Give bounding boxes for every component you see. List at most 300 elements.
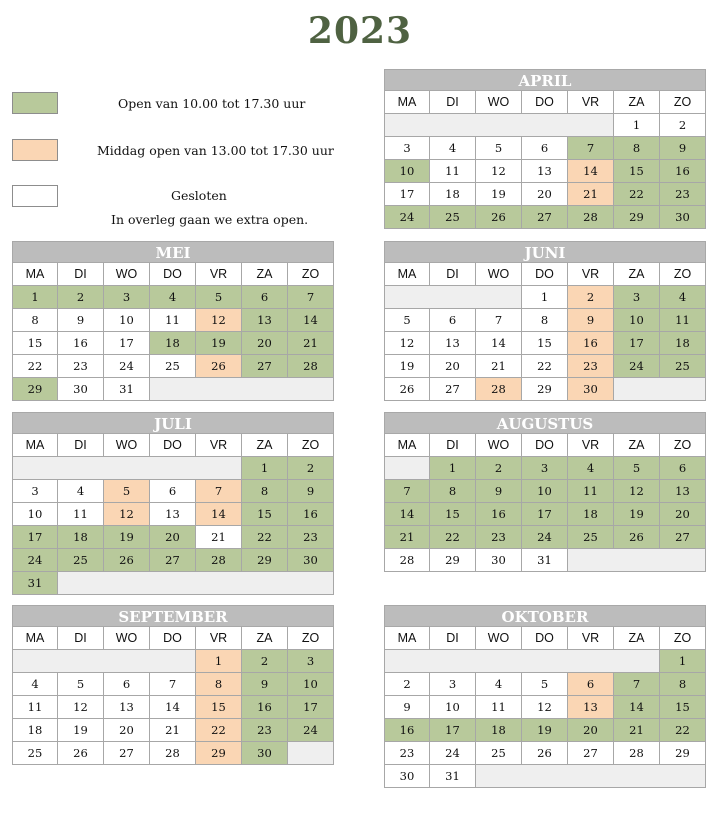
day-cell: 22: [660, 719, 706, 742]
day-cell: 21: [614, 719, 660, 742]
day-cell: 10: [430, 696, 476, 719]
month-title: OKTOBER: [384, 605, 706, 627]
month-grid: [12, 627, 334, 765]
weekday-header: VR: [196, 263, 242, 286]
day-cell: 23: [384, 742, 430, 765]
empty-cell: [568, 549, 614, 572]
day-cell: 20: [150, 526, 196, 549]
day-cell: 21: [476, 355, 522, 378]
weekday-header: ZA: [614, 434, 660, 457]
empty-cell: [384, 650, 430, 673]
weekday-header: ZA: [242, 627, 288, 650]
weekday-header: DO: [522, 263, 568, 286]
day-cell: 3: [614, 286, 660, 309]
weekday-header: WO: [476, 627, 522, 650]
day-cell: 22: [430, 526, 476, 549]
day-cell: 7: [384, 480, 430, 503]
day-cell: 11: [476, 696, 522, 719]
day-cell: 25: [430, 206, 476, 229]
empty-cell: [476, 765, 522, 788]
month-title: JUNI: [384, 241, 706, 263]
empty-cell: [150, 457, 196, 480]
day-cell: 5: [104, 480, 150, 503]
day-cell: 19: [384, 355, 430, 378]
month-title: SEPTEMBER: [12, 605, 334, 627]
day-cell: 21: [384, 526, 430, 549]
weekday-header: DI: [58, 627, 104, 650]
day-cell: 16: [476, 503, 522, 526]
day-cell: 20: [660, 503, 706, 526]
day-cell: 1: [430, 457, 476, 480]
day-cell: 24: [12, 549, 58, 572]
day-cell: 6: [242, 286, 288, 309]
month-oktober: [384, 605, 706, 788]
day-cell: 20: [242, 332, 288, 355]
day-cell: 8: [242, 480, 288, 503]
day-cell: 31: [430, 765, 476, 788]
day-cell: 18: [430, 183, 476, 206]
weekday-header: WO: [104, 263, 150, 286]
day-cell: 17: [104, 332, 150, 355]
day-cell: 10: [104, 309, 150, 332]
empty-cell: [104, 572, 150, 595]
legend-swatch-open: [12, 92, 58, 114]
day-cell: 7: [476, 309, 522, 332]
empty-cell: [104, 457, 150, 480]
day-cell: 13: [242, 309, 288, 332]
day-cell: 24: [522, 526, 568, 549]
day-cell: 13: [104, 696, 150, 719]
month-title: AUGUSTUS: [384, 412, 706, 434]
day-cell: 3: [288, 650, 334, 673]
day-cell: 27: [430, 378, 476, 401]
day-cell: 3: [12, 480, 58, 503]
weekday-header: MA: [384, 434, 430, 457]
day-cell: 15: [196, 696, 242, 719]
weekday-header: DO: [522, 91, 568, 114]
legend-label-afternoon: Middag open van 13.00 tot 17.30 uur: [97, 143, 334, 158]
day-cell: 30: [384, 765, 430, 788]
weekday-header: ZO: [288, 434, 334, 457]
day-cell: 30: [58, 378, 104, 401]
day-cell: 13: [660, 480, 706, 503]
day-cell: 22: [614, 183, 660, 206]
day-cell: 5: [614, 457, 660, 480]
empty-cell: [58, 650, 104, 673]
day-cell: 9: [568, 309, 614, 332]
day-cell: 26: [614, 526, 660, 549]
weekday-header: WO: [476, 91, 522, 114]
day-cell: 31: [12, 572, 58, 595]
day-cell: 20: [430, 355, 476, 378]
day-cell: 15: [242, 503, 288, 526]
day-cell: 5: [522, 673, 568, 696]
day-cell: 4: [12, 673, 58, 696]
day-cell: 1: [242, 457, 288, 480]
day-cell: 19: [522, 719, 568, 742]
empty-cell: [660, 765, 706, 788]
day-cell: 5: [196, 286, 242, 309]
empty-cell: [614, 765, 660, 788]
day-cell: 23: [242, 719, 288, 742]
day-cell: 6: [568, 673, 614, 696]
day-cell: 23: [288, 526, 334, 549]
day-cell: 4: [58, 480, 104, 503]
day-cell: 16: [288, 503, 334, 526]
day-cell: 10: [288, 673, 334, 696]
day-cell: 2: [384, 673, 430, 696]
day-cell: 28: [384, 549, 430, 572]
weekday-header: WO: [104, 627, 150, 650]
empty-cell: [476, 114, 522, 137]
empty-cell: [476, 650, 522, 673]
weekday-header: WO: [476, 263, 522, 286]
day-cell: 29: [196, 742, 242, 765]
day-cell: 1: [196, 650, 242, 673]
day-cell: 23: [568, 355, 614, 378]
weekday-header: MA: [384, 91, 430, 114]
day-cell: 9: [58, 309, 104, 332]
day-cell: 17: [522, 503, 568, 526]
empty-cell: [660, 378, 706, 401]
day-cell: 11: [150, 309, 196, 332]
day-cell: 8: [522, 309, 568, 332]
day-cell: 11: [58, 503, 104, 526]
day-cell: 14: [288, 309, 334, 332]
day-cell: 26: [476, 206, 522, 229]
day-cell: 15: [522, 332, 568, 355]
day-cell: 29: [12, 378, 58, 401]
weekday-header: ZO: [288, 627, 334, 650]
empty-cell: [522, 114, 568, 137]
day-cell: 19: [104, 526, 150, 549]
day-cell: 8: [196, 673, 242, 696]
day-cell: 4: [476, 673, 522, 696]
day-cell: 13: [522, 160, 568, 183]
month-grid: [384, 263, 706, 401]
day-cell: 10: [384, 160, 430, 183]
weekday-header: VR: [568, 627, 614, 650]
empty-cell: [58, 572, 104, 595]
day-cell: 12: [196, 309, 242, 332]
day-cell: 17: [288, 696, 334, 719]
day-cell: 3: [430, 673, 476, 696]
day-cell: 4: [568, 457, 614, 480]
day-cell: 15: [430, 503, 476, 526]
day-cell: 29: [660, 742, 706, 765]
day-cell: 17: [614, 332, 660, 355]
day-cell: 9: [384, 696, 430, 719]
weekday-header: DI: [430, 91, 476, 114]
month-grid: [12, 434, 334, 595]
day-cell: 2: [288, 457, 334, 480]
day-cell: 18: [568, 503, 614, 526]
day-cell: 8: [660, 673, 706, 696]
day-cell: 6: [660, 457, 706, 480]
day-cell: 24: [614, 355, 660, 378]
day-cell: 7: [196, 480, 242, 503]
day-cell: 24: [430, 742, 476, 765]
weekday-header: MA: [12, 263, 58, 286]
day-cell: 7: [568, 137, 614, 160]
day-cell: 6: [104, 673, 150, 696]
day-cell: 25: [476, 742, 522, 765]
day-cell: 11: [430, 160, 476, 183]
day-cell: 23: [58, 355, 104, 378]
day-cell: 19: [58, 719, 104, 742]
empty-cell: [288, 742, 334, 765]
day-cell: 3: [522, 457, 568, 480]
day-cell: 31: [104, 378, 150, 401]
day-cell: 20: [568, 719, 614, 742]
empty-cell: [568, 765, 614, 788]
legend-swatch-closed: [12, 185, 58, 207]
day-cell: 4: [150, 286, 196, 309]
day-cell: 9: [660, 137, 706, 160]
day-cell: 20: [522, 183, 568, 206]
day-cell: 21: [196, 526, 242, 549]
day-cell: 22: [12, 355, 58, 378]
empty-cell: [12, 650, 58, 673]
day-cell: 25: [150, 355, 196, 378]
day-cell: 7: [288, 286, 334, 309]
month-grid: [384, 434, 706, 572]
month-april: [384, 69, 706, 229]
day-cell: 14: [614, 696, 660, 719]
day-cell: 12: [104, 503, 150, 526]
day-cell: 29: [614, 206, 660, 229]
day-cell: 29: [430, 549, 476, 572]
day-cell: 25: [568, 526, 614, 549]
day-cell: 4: [660, 286, 706, 309]
day-cell: 28: [150, 742, 196, 765]
weekday-header: ZA: [614, 91, 660, 114]
weekday-header: DO: [150, 627, 196, 650]
empty-cell: [522, 650, 568, 673]
month-augustus: [384, 412, 706, 572]
weekday-header: ZO: [660, 91, 706, 114]
day-cell: 18: [476, 719, 522, 742]
day-cell: 21: [288, 332, 334, 355]
empty-cell: [568, 650, 614, 673]
day-cell: 11: [568, 480, 614, 503]
day-cell: 14: [476, 332, 522, 355]
day-cell: 14: [568, 160, 614, 183]
day-cell: 18: [660, 332, 706, 355]
day-cell: 30: [568, 378, 614, 401]
empty-cell: [430, 114, 476, 137]
day-cell: 28: [288, 355, 334, 378]
day-cell: 26: [384, 378, 430, 401]
day-cell: 28: [568, 206, 614, 229]
month-grid: [384, 91, 706, 229]
day-cell: 2: [660, 114, 706, 137]
day-cell: 16: [568, 332, 614, 355]
day-cell: 9: [242, 673, 288, 696]
empty-cell: [614, 650, 660, 673]
month-juli: [12, 412, 334, 595]
weekday-header: VR: [196, 434, 242, 457]
weekday-header: DI: [430, 263, 476, 286]
day-cell: 18: [58, 526, 104, 549]
weekday-header: VR: [196, 627, 242, 650]
day-cell: 20: [104, 719, 150, 742]
day-cell: 11: [660, 309, 706, 332]
day-cell: 29: [242, 549, 288, 572]
month-title: MEI: [12, 241, 334, 263]
day-cell: 14: [196, 503, 242, 526]
day-cell: 7: [150, 673, 196, 696]
month-grid: [384, 627, 706, 788]
day-cell: 22: [196, 719, 242, 742]
day-cell: 6: [430, 309, 476, 332]
day-cell: 22: [522, 355, 568, 378]
day-cell: 11: [12, 696, 58, 719]
day-cell: 6: [522, 137, 568, 160]
day-cell: 27: [522, 206, 568, 229]
weekday-header: DO: [522, 627, 568, 650]
day-cell: 16: [384, 719, 430, 742]
day-cell: 30: [476, 549, 522, 572]
weekday-header: VR: [568, 434, 614, 457]
day-cell: 18: [12, 719, 58, 742]
month-september: [12, 605, 334, 765]
day-cell: 16: [660, 160, 706, 183]
day-cell: 25: [58, 549, 104, 572]
weekday-header: MA: [384, 627, 430, 650]
weekday-header: DO: [150, 263, 196, 286]
day-cell: 14: [150, 696, 196, 719]
month-title: APRIL: [384, 69, 706, 91]
day-cell: 9: [288, 480, 334, 503]
day-cell: 1: [522, 286, 568, 309]
empty-cell: [568, 114, 614, 137]
day-cell: 30: [242, 742, 288, 765]
day-cell: 14: [384, 503, 430, 526]
day-cell: 12: [614, 480, 660, 503]
day-cell: 9: [476, 480, 522, 503]
day-cell: 12: [384, 332, 430, 355]
day-cell: 2: [476, 457, 522, 480]
day-cell: 19: [476, 183, 522, 206]
day-cell: 28: [476, 378, 522, 401]
empty-cell: [614, 549, 660, 572]
day-cell: 15: [660, 696, 706, 719]
legend-note: In overleg gaan we extra open.: [111, 212, 309, 227]
weekday-header: VR: [568, 263, 614, 286]
empty-cell: [430, 650, 476, 673]
day-cell: 26: [104, 549, 150, 572]
day-cell: 26: [522, 742, 568, 765]
weekday-header: ZO: [660, 263, 706, 286]
day-cell: 23: [476, 526, 522, 549]
day-cell: 22: [242, 526, 288, 549]
empty-cell: [660, 549, 706, 572]
weekday-header: ZO: [288, 263, 334, 286]
day-cell: 24: [104, 355, 150, 378]
day-cell: 8: [430, 480, 476, 503]
day-cell: 26: [196, 355, 242, 378]
day-cell: 19: [614, 503, 660, 526]
day-cell: 13: [150, 503, 196, 526]
empty-cell: [104, 650, 150, 673]
weekday-header: WO: [104, 434, 150, 457]
day-cell: 18: [150, 332, 196, 355]
weekday-header: DI: [58, 263, 104, 286]
day-cell: 24: [384, 206, 430, 229]
day-cell: 12: [476, 160, 522, 183]
month-juni: [384, 241, 706, 401]
legend-swatch-afternoon: [12, 139, 58, 161]
day-cell: 3: [104, 286, 150, 309]
weekday-header: ZO: [660, 434, 706, 457]
empty-cell: [288, 378, 334, 401]
day-cell: 29: [522, 378, 568, 401]
day-cell: 17: [384, 183, 430, 206]
day-cell: 17: [12, 526, 58, 549]
day-cell: 5: [384, 309, 430, 332]
day-cell: 27: [568, 742, 614, 765]
day-cell: 5: [58, 673, 104, 696]
empty-cell: [476, 286, 522, 309]
day-cell: 13: [430, 332, 476, 355]
weekday-header: MA: [12, 434, 58, 457]
empty-cell: [150, 378, 196, 401]
day-cell: 28: [196, 549, 242, 572]
weekday-header: ZO: [660, 627, 706, 650]
empty-cell: [242, 378, 288, 401]
empty-cell: [384, 457, 430, 480]
day-cell: 27: [242, 355, 288, 378]
month-grid: [12, 263, 334, 401]
day-cell: 25: [12, 742, 58, 765]
day-cell: 4: [430, 137, 476, 160]
day-cell: 30: [288, 549, 334, 572]
empty-cell: [12, 457, 58, 480]
weekday-header: VR: [568, 91, 614, 114]
day-cell: 30: [660, 206, 706, 229]
empty-cell: [384, 114, 430, 137]
empty-cell: [430, 286, 476, 309]
empty-cell: [196, 378, 242, 401]
day-cell: 21: [150, 719, 196, 742]
empty-cell: [242, 572, 288, 595]
empty-cell: [58, 457, 104, 480]
weekday-header: ZA: [614, 263, 660, 286]
day-cell: 28: [614, 742, 660, 765]
day-cell: 2: [568, 286, 614, 309]
weekday-header: DI: [430, 434, 476, 457]
day-cell: 16: [242, 696, 288, 719]
month-mei: [12, 241, 334, 401]
day-cell: 23: [660, 183, 706, 206]
day-cell: 2: [58, 286, 104, 309]
empty-cell: [150, 650, 196, 673]
month-title: JULI: [12, 412, 334, 434]
legend-label-closed: Gesloten: [171, 188, 227, 203]
day-cell: 21: [568, 183, 614, 206]
day-cell: 31: [522, 549, 568, 572]
weekday-header: MA: [12, 627, 58, 650]
weekday-header: DI: [430, 627, 476, 650]
day-cell: 3: [384, 137, 430, 160]
day-cell: 1: [614, 114, 660, 137]
day-cell: 15: [12, 332, 58, 355]
day-cell: 17: [430, 719, 476, 742]
empty-cell: [288, 572, 334, 595]
day-cell: 10: [12, 503, 58, 526]
weekday-header: DO: [150, 434, 196, 457]
